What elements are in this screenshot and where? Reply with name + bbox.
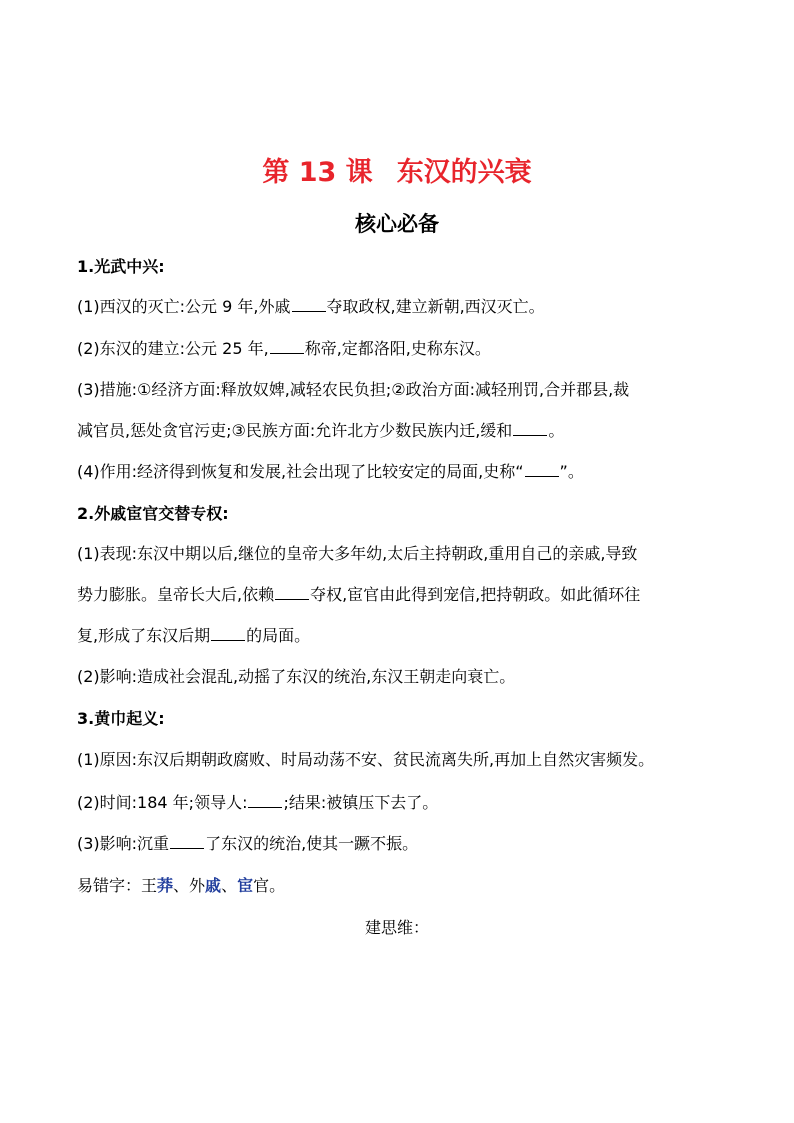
s2-item-1: (1)表现:东汉中期以后,继位的皇帝大多年幼,太后主持朝政,重用自己的亲戚,导致 bbox=[77, 544, 638, 563]
section-2-heading: 2.外戚宦官交替专权: bbox=[77, 504, 229, 523]
typo-word-2: 戚 bbox=[205, 876, 222, 895]
fill-blank[interactable] bbox=[292, 297, 326, 312]
s1-item-3-cont: 减官员,惩处贪官污吏;③民族方面:允许北方少数民族内迁,缓和 。 bbox=[77, 421, 565, 440]
typo-word-1: 莽 bbox=[157, 876, 174, 895]
s3-item-2: (2)时间:184 年;领导人: ;结果:被镇压下去了。 bbox=[77, 793, 439, 812]
fill-blank[interactable] bbox=[525, 462, 559, 477]
fill-blank[interactable] bbox=[270, 339, 304, 354]
fill-blank[interactable] bbox=[211, 626, 245, 641]
s1-item-2: (2)东汉的建立:公元 25 年, 称帝,定都洛阳,史称东汉。 bbox=[77, 339, 491, 358]
footer-label: 建思维： bbox=[364, 918, 429, 937]
fill-blank[interactable] bbox=[275, 585, 309, 600]
fill-blank[interactable] bbox=[513, 421, 547, 436]
lesson-title bbox=[0, 150, 794, 189]
s1-item-3: (3)措施:①经济方面:释放奴婢,减轻农民负担;②政治方面:减轻刑罚,合并郡县,裁 bbox=[77, 380, 630, 399]
s2-item-1-end: 复,形成了东汉后期 的局面。 bbox=[77, 626, 311, 645]
s1-item-4: (4)作用:经济得到恢复和发展,社会出现了比较安定的局面,史称“ ”。 bbox=[77, 462, 584, 481]
fill-blank[interactable] bbox=[248, 793, 282, 808]
s3-item-3: (3)影响:沉重 了东汉的统治,使其一蹶不振。 bbox=[77, 834, 419, 853]
typo-word-3: 宦 bbox=[237, 876, 254, 895]
section-subtitle: 核心必备 bbox=[355, 212, 439, 236]
lesson-number: 第 13 课 bbox=[262, 157, 373, 188]
section-1-heading: 1.光武中兴: bbox=[77, 257, 165, 276]
fill-blank[interactable] bbox=[170, 834, 204, 849]
s2-item-2: (2)影响:造成社会混乱,动摇了东汉的统治,东汉王朝走向衰亡。 bbox=[77, 667, 516, 686]
section-3-heading: 3.黄巾起义: bbox=[77, 709, 165, 728]
typo-note: 易错字：王莽、外戚、宦官。 bbox=[77, 876, 286, 895]
s1-item-1: (1)西汉的灭亡:公元 9 年,外戚 夺取政权,建立新朝,西汉灭亡。 bbox=[77, 297, 545, 316]
lesson-name: 东汉的兴衰 bbox=[396, 157, 532, 188]
s2-item-1-cont: 势力膨胀。皇帝长大后,依赖 夺权,宦官由此得到宠信,把持朝政。如此循环往 bbox=[77, 585, 641, 604]
s3-item-1: (1)原因:东汉后期朝政腐败、时局动荡不安、贫民流离失所,再加上自然灾害频发。 bbox=[77, 750, 655, 769]
